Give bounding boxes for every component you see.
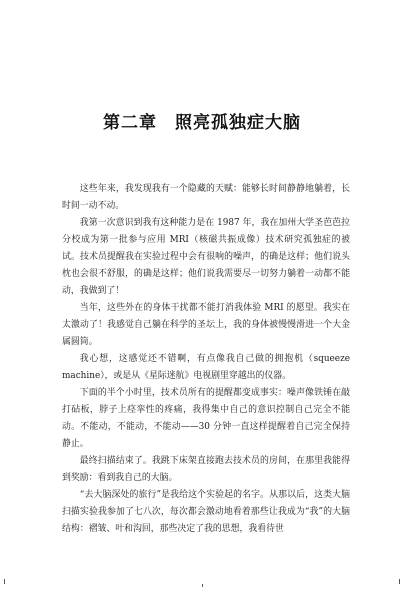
paragraph: 这些年来，我发现我有一个隐藏的天赋：能够长时间静静地躺着，长时间一动不动。 [62, 184, 350, 211]
paragraph: 我第一次意识到我有这种能力是在 1987 年，我在加州大学圣芭芭拉分校成为第一批参与应用 MRI（核磁共振成像）技术研究孤独症的被试。技术员提醒我在实验过程中会有很响的噪声，的确是这样；他们说头枕也会很不舒服，的确是这样；他们说我需要尽一切努力躺着一动都不能动，我做到了！ [62, 218, 350, 296]
paragraph: 当年，这些外在的身体干扰都不能打消我体验 MRI 的愿望。我实在太激动了！我感觉自己躺在科学的圣坛上，我的身体被慢慢滑进一个大金属圆筒。 [62, 303, 350, 347]
crop-mark-right [399, 579, 400, 584]
body-text [62, 181, 350, 538]
crop-mark-center [202, 584, 203, 587]
paragraph: 最终扫描结束了。我跳下床架直接跑去技术员的房间，在那里我能得到奖励：看到我自己的大脑。 [62, 456, 350, 483]
paragraph: 我心想，这感觉还不错啊，有点像我自己做的拥抱机（squeeze machine），或是从《星际迷航》电视剧里穿越出的仪器。 [62, 354, 350, 381]
paragraph: 下面的半个小时里，技术员所有的提醒都变成事实：噪声像铁锤在敲打砧板，脖子上痉挛性的疼痛，我得集中自己的意识控制自己完全不能动。不能动，不能动，不能动——30 分钟一直这样提醒着自己完全保持静止。 [62, 388, 350, 449]
paragraph: “去大脑深处的旅行”是我给这个实验起的名字。从那以后，这类大脑扫描实验我参加了七八次，每次都会激动地看着那些让我成为“我”的大脑结构：褶皱、叶和沟回，那些决定了我的思想，我看待世 [62, 490, 350, 534]
crop-mark-left [4, 579, 5, 584]
chapter-title: 第二章 照亮孤独症大脑 [103, 113, 301, 133]
